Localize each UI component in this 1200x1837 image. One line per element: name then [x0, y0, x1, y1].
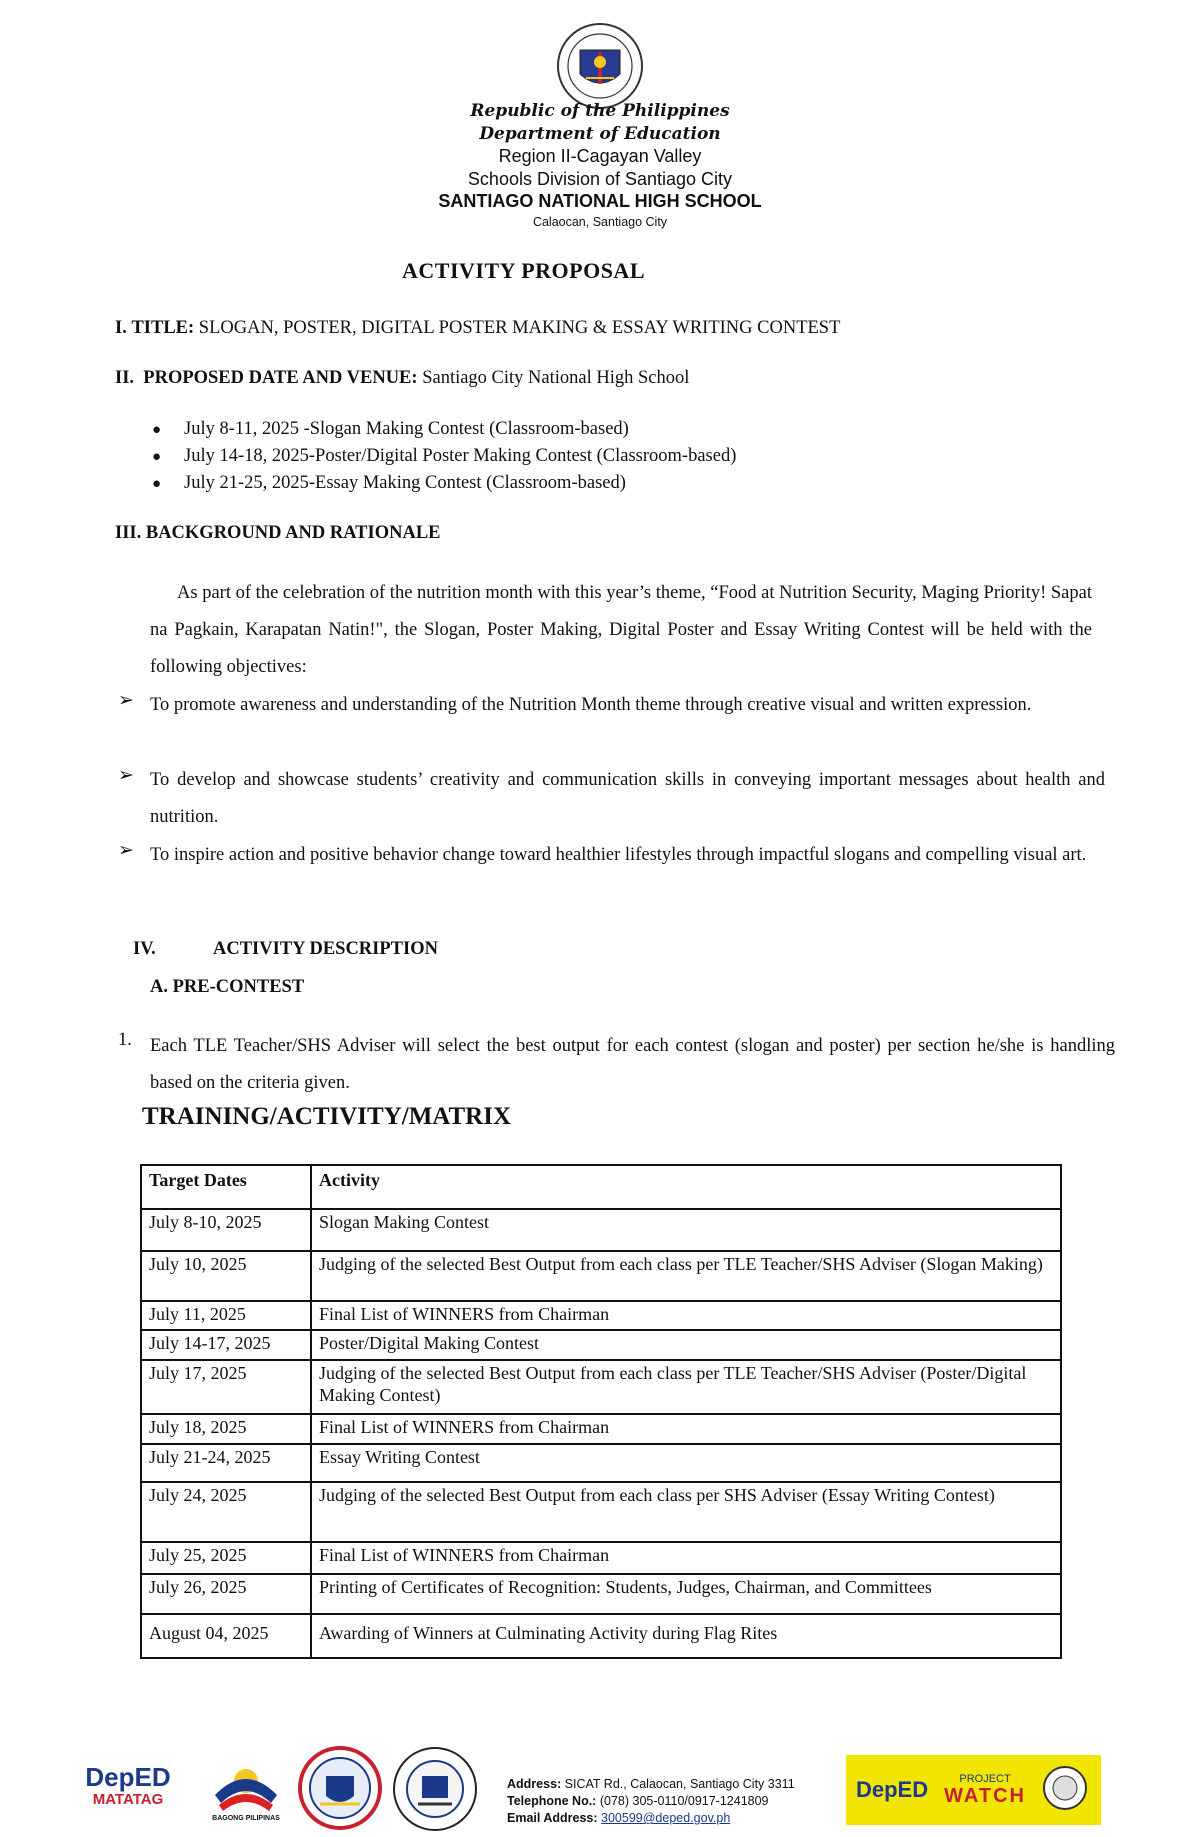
- row-activity: Judging of the selected Best Output from each class per TLE Teacher/SHS Adviser (Poster/Digital Making Contest): [311, 1360, 1061, 1414]
- arrow-bullet-icon: ➢: [118, 690, 134, 711]
- header-region: Region II-Cagayan Valley: [498, 146, 702, 166]
- row-date: July 17, 2025: [141, 1360, 311, 1414]
- email-link[interactable]: 300599@deped.gov.ph: [601, 1811, 731, 1825]
- row-activity: Awarding of Winners at Culminating Activity during Flag Rites: [311, 1614, 1061, 1658]
- table-row: [141, 1542, 1061, 1574]
- project-watch-banner: [846, 1755, 1101, 1825]
- footer-email: [507, 1810, 795, 1827]
- school-seal-icon: [392, 1746, 478, 1837]
- objective-item: To promote awareness and understanding of the Nutrition Month theme through creative visual and written expression.: [150, 695, 1032, 715]
- objective-item: To develop and showcase students’ creativity and communication skills in conveying important messages about health and nutrition.: [150, 770, 1105, 827]
- phone-label: Telephone No.:: [507, 1794, 597, 1808]
- table-row: [141, 1614, 1061, 1658]
- header-school: SANTIAGO NATIONAL HIGH SCHOOL: [438, 191, 762, 211]
- row-date: July 8-10, 2025: [141, 1209, 311, 1251]
- footer-address: [507, 1776, 795, 1793]
- row-activity: Poster/Digital Making Contest: [311, 1330, 1061, 1360]
- project-watch-logo: [944, 1773, 1026, 1808]
- row-date: July 18, 2025: [141, 1414, 311, 1444]
- section-text: Santiago City National High School: [422, 368, 690, 388]
- rationale-paragraph: As part of the celebration of the nutrition month with this year’s theme, “Food at Nutrition Security, Maging Priority! Sapat na Pagkain, Karapatan Natin!", the Slogan, Poster Making, Digital Poster and Essay Writing Contest will be held with the following objectives:: [150, 583, 1092, 677]
- section-number: I.: [115, 318, 127, 338]
- header-division: Schools Division of Santiago City: [467, 169, 733, 189]
- section-number: IV.: [133, 939, 156, 959]
- row-activity: Judging of the selected Best Output from each class per TLE Teacher/SHS Adviser (Slogan Making): [311, 1251, 1061, 1301]
- row-date: July 24, 2025: [141, 1482, 311, 1542]
- bagong-pilipinas-text: BAGONG PILIPINAS: [212, 1815, 280, 1822]
- arrow-bullet-icon: ➢: [118, 765, 134, 786]
- row-activity: Printing of Certificates of Recognition: Students, Judges, Chairman, and Committees: [311, 1574, 1061, 1614]
- row-activity: Essay Writing Contest: [311, 1444, 1061, 1482]
- table-row: [141, 1574, 1061, 1614]
- date-bullet: July 14-18, 2025-Poster/Digital Poster Making Contest (Classroom-based): [184, 446, 737, 466]
- deped-banner-logo-text: DepED: [856, 1777, 929, 1802]
- bullet-icon: ●: [152, 422, 162, 438]
- watch-text: WATCH: [944, 1784, 1026, 1807]
- row-date: July 21-24, 2025: [141, 1444, 311, 1482]
- section-label: TITLE:: [131, 318, 195, 338]
- matatag-logo-text: MATATAG: [92, 1791, 164, 1809]
- division-seal-icon: [298, 1746, 382, 1835]
- section-background: [115, 523, 441, 544]
- row-date: July 10, 2025: [141, 1251, 311, 1301]
- address-value: SICAT Rd., Calaocan, Santiago City 3311: [564, 1777, 795, 1791]
- pre-contest-item: Each TLE Teacher/SHS Adviser will select the best output for each contest (slogan and poster) per section he/she is handling based on the criteria given.: [150, 1036, 1115, 1093]
- section-date-venue: [115, 368, 689, 389]
- table-row: [141, 1414, 1061, 1444]
- row-activity: Final List of WINNERS from Chairman: [311, 1414, 1061, 1444]
- list-number: 1.: [118, 1030, 132, 1050]
- row-date: July 14-17, 2025: [141, 1330, 311, 1360]
- footer-contact: [507, 1776, 795, 1827]
- table-header-row: [141, 1165, 1061, 1209]
- section-activity-description: ACTIVITY DESCRIPTION: [213, 939, 438, 959]
- row-date: August 04, 2025: [141, 1614, 311, 1658]
- date-bullet: July 21-25, 2025-Essay Making Contest (Classroom-based): [184, 473, 626, 493]
- header-republic: Republic of the Philippines: [470, 101, 730, 121]
- row-activity: Slogan Making Contest: [311, 1209, 1061, 1251]
- column-header-activity: Activity: [311, 1165, 1061, 1209]
- footer-phone: [507, 1793, 795, 1810]
- section-title: [115, 318, 840, 339]
- bullet-icon: ●: [152, 476, 162, 492]
- activity-matrix-table: [140, 1164, 1062, 1659]
- bagong-pilipinas-logo: [200, 1745, 292, 1830]
- row-activity: Final List of WINNERS from Chairman: [311, 1542, 1061, 1574]
- address-label: Address:: [507, 1777, 562, 1791]
- phone-value: (078) 305-0110/0917-1241809: [599, 1794, 769, 1808]
- bullet-icon: ●: [152, 449, 162, 465]
- subsection-pre-contest: A. PRE-CONTEST: [150, 977, 305, 997]
- project-text: PROJECT: [959, 1772, 1011, 1785]
- table-row: [141, 1330, 1061, 1360]
- table-row: [141, 1360, 1061, 1414]
- banner-seal-icon: [1042, 1765, 1088, 1816]
- deped-matatag-logo: [78, 1752, 178, 1822]
- table-row: [141, 1251, 1061, 1301]
- column-header-dates: Target Dates: [141, 1165, 311, 1209]
- row-activity: Judging of the selected Best Output from each class per SHS Adviser (Essay Writing Contest): [311, 1482, 1061, 1542]
- section-number: II.: [115, 368, 135, 388]
- table-row: [141, 1444, 1061, 1482]
- header-address: Calaocan, Santiago City: [532, 215, 668, 229]
- row-date: July 26, 2025: [141, 1574, 311, 1614]
- date-bullet: July 8-11, 2025 -Slogan Making Contest (Classroom-based): [184, 419, 629, 439]
- bagong-pilipinas-emblem-icon: [211, 1753, 281, 1815]
- row-date: July 25, 2025: [141, 1542, 311, 1574]
- section-text: SLOGAN, POSTER, DIGITAL POSTER MAKING & ESSAY WRITING CONTEST: [198, 318, 841, 338]
- matrix-heading: TRAINING/ACTIVITY/MATRIX: [142, 1103, 512, 1130]
- table-row: [141, 1482, 1061, 1542]
- row-activity: Final List of WINNERS from Chairman: [311, 1301, 1061, 1330]
- section-label: BACKGROUND AND RATIONALE: [145, 523, 441, 543]
- table-row: [141, 1301, 1061, 1330]
- section-number: III.: [115, 523, 142, 543]
- deped-seal: [556, 22, 644, 110]
- header-department: Department of Education: [479, 124, 721, 144]
- row-date: July 11, 2025: [141, 1301, 311, 1330]
- page-title: ACTIVITY PROPOSAL: [402, 258, 645, 283]
- objective-item: To inspire action and positive behavior change toward healthier lifestyles through impactful slogans and compelling visual art.: [150, 845, 1087, 865]
- email-label: Email Address:: [507, 1811, 598, 1825]
- arrow-bullet-icon: ➢: [118, 840, 134, 861]
- section-label: PROPOSED DATE AND VENUE:: [143, 368, 418, 388]
- table-row: [141, 1209, 1061, 1251]
- deped-logo-text: DepED: [85, 1762, 171, 1793]
